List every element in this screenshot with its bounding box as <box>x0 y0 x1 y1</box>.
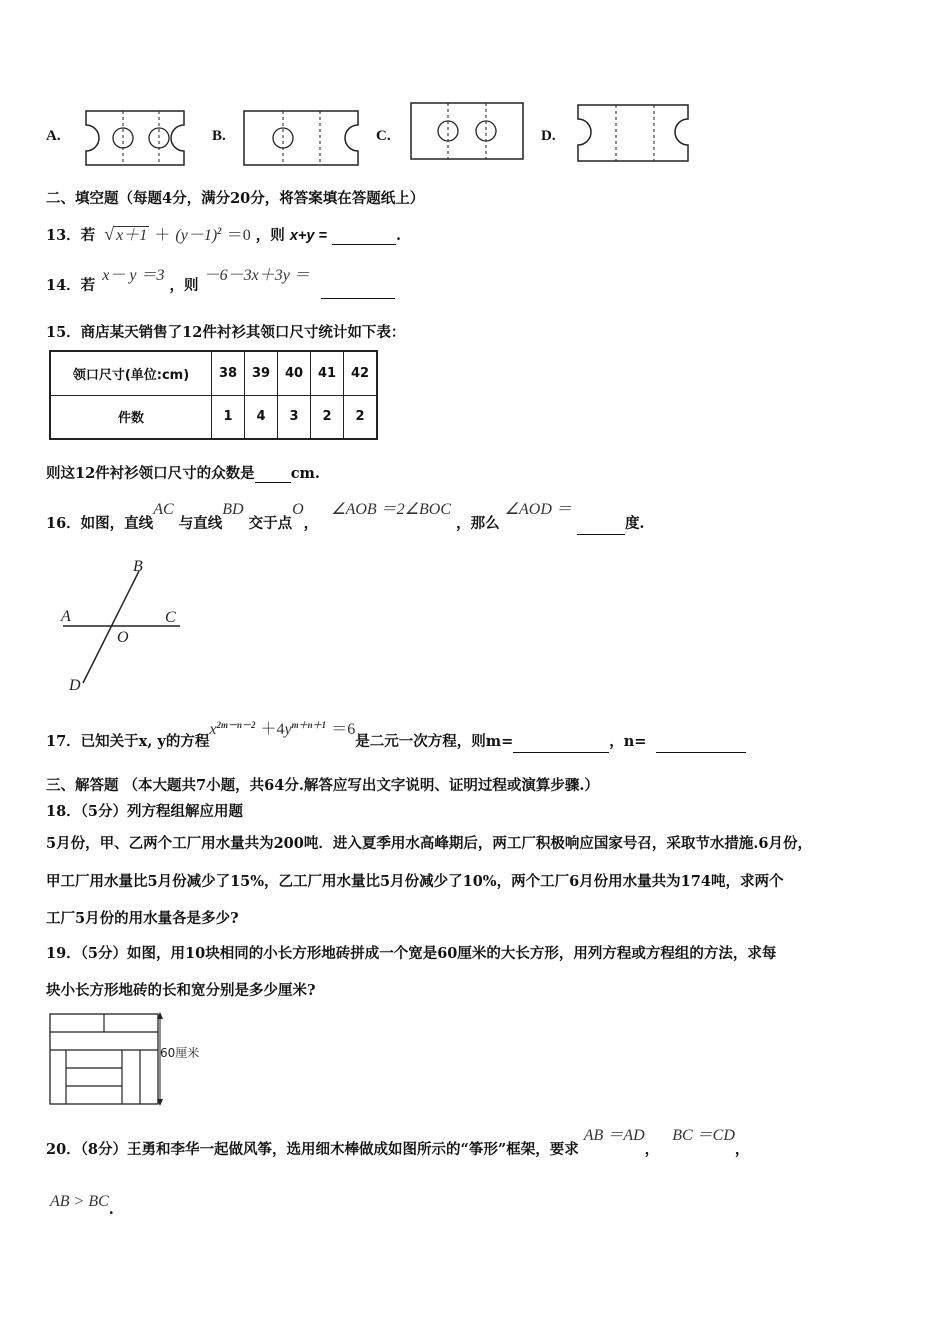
q16-ask: ∠AOD ＝ <box>504 501 572 518</box>
q16-line-ac: AC <box>153 501 174 518</box>
question-17 <box>46 716 746 750</box>
table-cell: 2 <box>344 395 378 439</box>
q18-line1: 5月份，甲、乙两个工厂用水量共为200吨．进入夏季用水高峰期后，两工厂积极响应国家号召，采取节水措施.6月份， <box>46 835 812 852</box>
q15-answer-blank[interactable] <box>255 482 291 483</box>
q18-line2: 甲工厂用水量比5月份减少了15%，乙工厂用水量比5月份减少了10%，两个工厂6月份用水量共为174吨，求两个 <box>46 873 784 890</box>
q19-line1: 19．（5分）如图，用10块相同的小长方形地砖拼成一个宽是60厘米的大长方形，用列方程或方程组的方法，求每 <box>46 945 777 962</box>
q13-paren: (y－1) <box>175 227 218 244</box>
q14-condition: x－ y ＝3 <box>102 267 165 284</box>
q16-line-bd: BD <box>222 501 244 518</box>
option-d-figure <box>570 102 696 164</box>
q17-exp1: 2m－n－2 <box>216 720 256 731</box>
option-c-figure <box>406 100 528 162</box>
label-c: C <box>165 609 176 626</box>
q20-condition-line <box>50 1193 114 1218</box>
q17-exp2: m＋n＋1 <box>291 720 327 731</box>
q17-x: x <box>209 721 217 738</box>
table-cell: 1 <box>212 395 245 439</box>
q16-unit: 度. <box>624 515 645 532</box>
q15-stem: 15．商店某天销售了12件衬衫其领口尺寸统计如下表： <box>46 324 406 341</box>
q15-ask-text: 则这12件衬衫领口尺寸的众数是 <box>46 465 255 482</box>
q17-y: y <box>284 721 292 738</box>
q16-number: 16．如图，直线 <box>46 515 154 532</box>
q17-n-blank[interactable] <box>656 752 746 753</box>
table-row-header: 领口尺寸(单位:cm) <box>50 351 212 395</box>
q18-head: 18．（5分）列方程组解应用题 <box>46 803 244 820</box>
section3-title: 三、解答题 （本大题共7小题，共64分.解答应写出文字说明、证明过程或演算步骤.） <box>46 777 599 794</box>
collar-size-table <box>49 350 378 440</box>
q13-radicand: x＋1 <box>116 227 148 244</box>
label-o: O <box>117 629 129 646</box>
table-cell: 4 <box>245 395 278 439</box>
q16-condition: ∠AOB ＝2∠BOC <box>331 501 452 518</box>
table-cell: 39 <box>245 351 278 395</box>
label-b: B <box>133 558 143 575</box>
table-row-header: 件数 <box>50 395 212 439</box>
q20-eq1: AB ＝AD <box>583 1127 645 1144</box>
q17-m-blank[interactable] <box>513 752 609 753</box>
q19-width-label: 60厘米 <box>160 1046 200 1060</box>
option-c-label: C. <box>376 128 391 144</box>
q16-meet: 交于点 <box>248 515 293 532</box>
option-b-figure <box>238 108 364 168</box>
table-cell: 38 <box>212 351 245 395</box>
q13-ask: x+y = <box>289 228 327 244</box>
option-a-figure <box>76 108 196 168</box>
table-cell: 3 <box>278 395 311 439</box>
q20-line1: 20．（8分）王勇和李华一起做风筝，选用细木棒做成如图所示的“筝形”框架，要求 <box>46 1141 579 1158</box>
section2-title: 二、填空题（每题4分，满分20分，将答案填在答题纸上） <box>46 190 425 207</box>
q17-n-label: ，n= <box>609 733 647 750</box>
question-20 <box>46 1122 750 1158</box>
q15-unit: cm. <box>290 465 320 482</box>
q13-end: . <box>396 227 402 244</box>
q15-ask <box>46 462 320 483</box>
table-cell: 42 <box>344 351 378 395</box>
q16-answer-blank[interactable] <box>577 534 625 535</box>
q13-number: 13．若 <box>46 227 96 244</box>
q16-with: 与直线 <box>178 515 223 532</box>
option-d-label: D. <box>541 128 556 144</box>
q17-mid: ＋4 <box>260 721 285 738</box>
option-b-label: B. <box>212 128 226 144</box>
q13-then: ，则 <box>255 227 285 244</box>
q16-figure <box>55 553 195 695</box>
label-d: D <box>69 677 81 694</box>
q20-condition: AB > BC <box>50 1193 109 1210</box>
q16-comma: ， <box>303 515 319 532</box>
q13-plus: ＋ <box>154 227 171 244</box>
q14-expression: －6－3x＋3y ＝ <box>203 267 310 284</box>
q20-end: . <box>108 1201 114 1218</box>
question-14 <box>46 262 395 292</box>
q18-line3: 工厂5月份的用水量各是多少? <box>46 910 239 927</box>
question-16 <box>46 496 645 532</box>
q20-sep2: ， <box>734 1141 750 1158</box>
q14-answer-blank[interactable] <box>321 298 395 299</box>
q20-eq2: BC ＝CD <box>672 1127 735 1144</box>
table-cell: 2 <box>311 395 344 439</box>
q17-number: 17．已知关于x, y的方程 <box>46 733 210 750</box>
table-cell: 41 <box>311 351 344 395</box>
q19-tile-figure <box>46 1010 216 1110</box>
q13-answer-blank[interactable] <box>332 244 396 245</box>
q13-eq: ＝0 <box>226 227 251 244</box>
q16-point-o: O <box>292 501 304 518</box>
q17-eq: ＝6 <box>331 721 356 738</box>
q14-then: ，则 <box>169 277 199 294</box>
q13-exponent: 2 <box>217 226 222 237</box>
line-bd <box>83 571 139 683</box>
q19-line2: 块小长方形地砖的长和宽分别是多少厘米? <box>46 982 316 999</box>
question-13: 13．若 √ $x+1 + (y-1)^2 =0$ ，则 x+y = . <box>46 224 402 244</box>
table-cell: 40 <box>278 351 311 395</box>
q14-number: 14．若 <box>46 277 96 294</box>
label-a: A <box>61 608 71 625</box>
option-a-label: A. <box>46 128 61 144</box>
q17-text: 是二元一次方程，则m= <box>355 733 514 750</box>
q16-so: ，那么 <box>456 515 500 532</box>
q20-sep1: ， <box>644 1141 660 1158</box>
